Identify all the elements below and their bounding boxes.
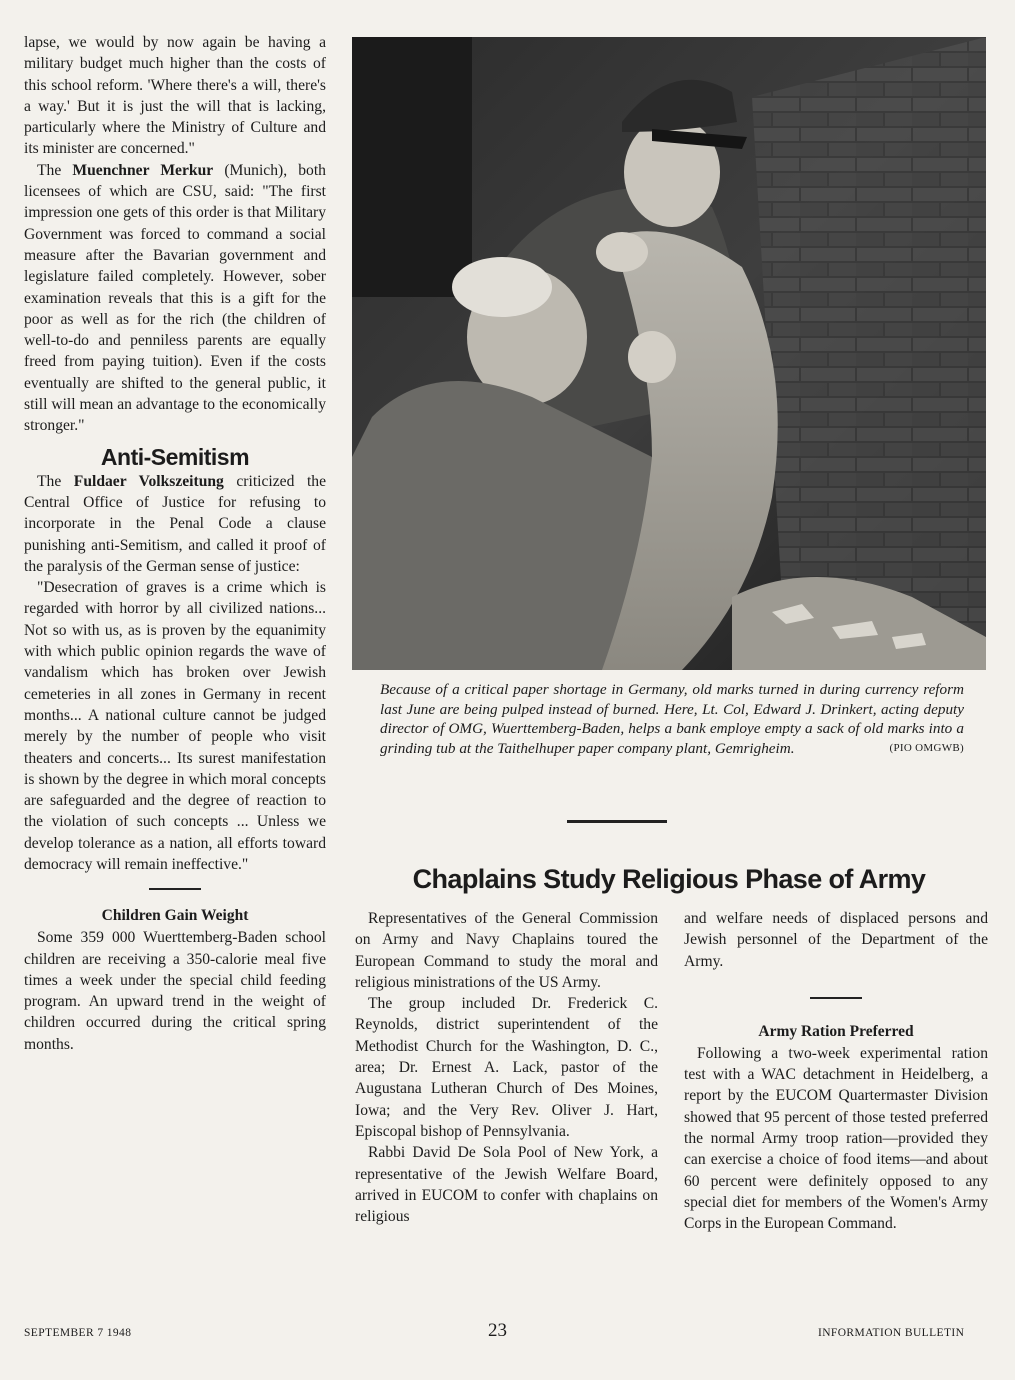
paragraph-muenchner-merkur: The Muenchner Merkur (Munich), both licensees of which are CSU, said: "The first impression one gets of this order is that Military Government was forced to command a social measure after the Bavarian government and legislature failed completely. However, sober examination reveals that this is a gift for the poor as well as for the rich (the children of well-to-do and penniless parents are equally freed from paying tuition). Even if the costs eventually are shifted to the general public, it still will mean an advantage to the economically stronger." <box>24 161 326 435</box>
news-photo <box>352 37 986 670</box>
paragraph-welfare-needs: and welfare needs of displaced persons and Jewish personnel of the Department of the Army. <box>684 910 988 970</box>
paragraph-ration-test: Following a two-week experimental ration test with a WAC detachment in Heidelberg, a report by the EUCOM Quartermaster Division showed that 95 percent of those tested preferred the normal Army troop ration—provided they can exercise a choice of food items—and about 60 percent were definitely opposed to any special diet for members of the Women's Army Corps in the European Command. <box>684 1044 988 1233</box>
photo-caption <box>380 680 964 758</box>
newspaper-name: Muenchner Merkur <box>72 161 214 179</box>
divider <box>810 997 862 999</box>
left-column <box>24 32 326 1055</box>
paragraph-rabbi: Rabbi David De Sola Pool of New York, a representative of the Jewish Welfare Board, arrived in EUCOM to confer with chaplains on religious <box>355 1144 658 1226</box>
caption-text: Because of a critical paper shortage in Germany, old marks turned in during currency reform last June are being pulped instead of burned. Here, Lt. Col, Edward J. Drinkert, acting deputy director of OMG, Wuerttemberg-Baden, helps a bank employe empty a sack of old marks into a grinding tub at the Taithelhuper paper company plant, Gemrigheim. <box>380 681 964 757</box>
footer-date: SEPTEMBER 7 1948 <box>24 1327 132 1339</box>
page-number: 23 <box>488 1320 507 1341</box>
heading-children-gain-weight: Children Gain Weight <box>101 907 249 925</box>
paragraph-desecration-quote: "Desecration of graves is a crime which is regarded with horror by all civilized nations... Not so with us, as is proven by the equanimity with which public opinion regards the wave of vandalism which has broken over Jewish cemeteries in all zones in Germany in recent months... A national culture cannot be judged merely by the number of people who visit theaters and concerts... Its surest manifestation is shown by the degree in which moral concepts are safeguarded and the degree of reaction to the violation of such concepts ... Unless we develop tolerance as a nation, all efforts toward democracy will remain ineffective." <box>24 579 326 873</box>
article-column-2 <box>684 908 988 1235</box>
article-headline: Chaplains Study Religious Phase of Army <box>412 864 926 894</box>
paragraph-fuldaer-volkszeitung: The Fuldaer Volkszeitung criticized the Central Office of Justice for refusing to incorporate in the Penal Code a clause punishing anti-Semitism, and called it proof of the paralysis of the German sense of justice: <box>24 472 326 575</box>
heading-anti-semitism: Anti-Semitism <box>100 443 250 470</box>
divider <box>567 820 667 823</box>
photo-credit: (PIO OMGWB) <box>889 741 964 754</box>
newspaper-name: Fuldaer Volkszeitung <box>73 472 224 490</box>
heading-army-ration: Army Ration Preferred <box>758 1022 914 1040</box>
photo-illustration <box>352 37 986 670</box>
paragraph-child-feeding: Some 359 000 Wuerttemberg-Baden school children are receiving a 350-calorie meal five times a week under the special child feeding program. An upward trend in the weight of children occurred during the critical spring months. <box>24 929 326 1053</box>
publication-name: INFORMATION BULLETIN <box>818 1327 965 1339</box>
paragraph-group-members: The group included Dr. Frederick C. Reynolds, district superintendent of the Methodist Church for the Washington, D. C., area; Dr. Ernest A. Lack, pastor of the Augustana Lutheran Church of Des Moines, Iowa; and the Very Rev. Oliver J. Hart, Episcopal bishop of Pennsylvania. <box>355 995 658 1140</box>
paragraph-school-reform: lapse, we would by now again be having a military budget much higher than the costs of this school reform. 'Where there's a will, there's a way.' But it is just the will that is lacking, particularly where the Ministry of Culture and its minister are concerned." <box>24 34 326 158</box>
article-column-1 <box>355 908 658 1227</box>
divider <box>149 888 201 890</box>
paragraph-representatives: Representatives of the General Commission on Army and Navy Chaplains toured the European Command to study the moral and religious ministrations of the US Army. <box>355 910 658 991</box>
